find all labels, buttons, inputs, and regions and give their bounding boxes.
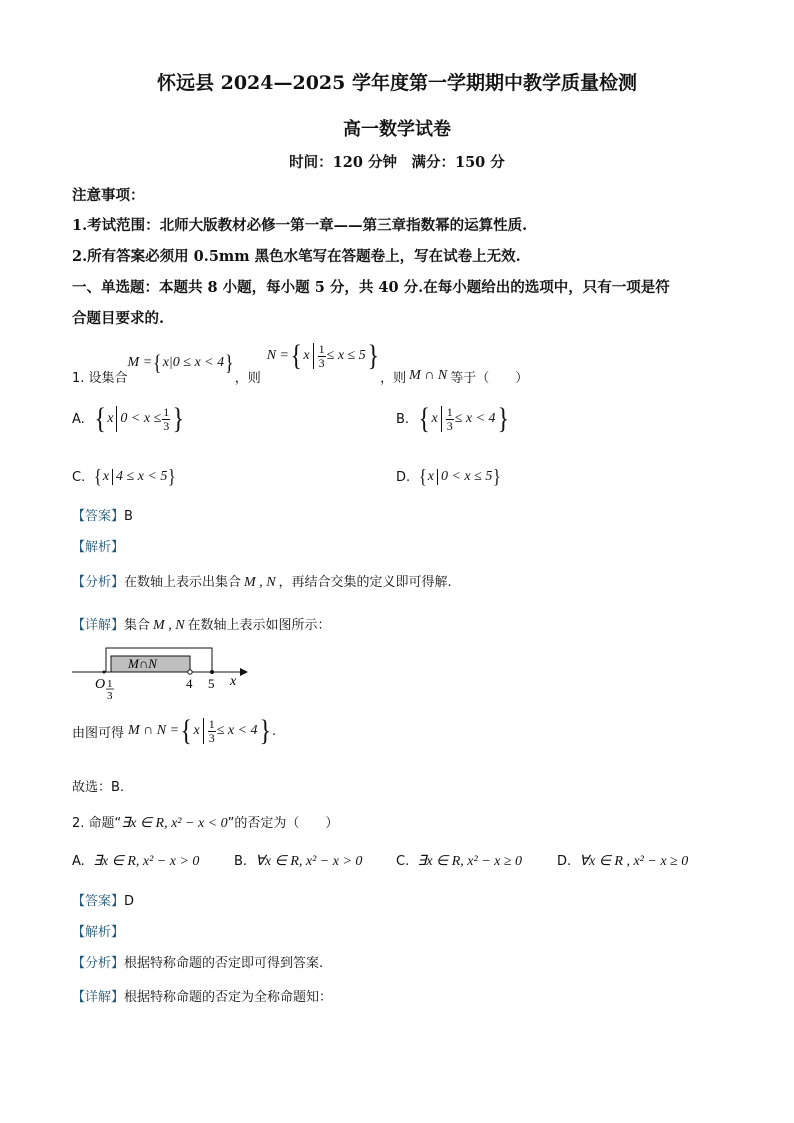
set-N-var: x [303, 348, 310, 363]
q2-detail-line [72, 986, 332, 1005]
option-label: D. [557, 854, 572, 869]
set-var: x [431, 411, 438, 426]
set-bar [313, 343, 314, 369]
set-N-definition [267, 341, 380, 371]
option-text: ∃x ∈ R, x² − x > 0 [93, 854, 200, 869]
frac-num: 1 [208, 716, 215, 731]
intersection-label: M∩N [128, 656, 157, 671]
result-set [128, 716, 272, 746]
frac-num: 1 [446, 404, 453, 419]
left-brace: { [418, 402, 431, 435]
set-cond: 4 ≤ x < 5 [116, 469, 168, 484]
notes-item-2: 2.所有答案必须用 0.5mm 黑色水笔写在答题卷上，写在试卷上无效. [72, 248, 521, 265]
q2-analysis-tag: 【解析】 [72, 925, 125, 940]
option-D-set [418, 462, 502, 492]
fenxi-tag: 【分析】 [72, 575, 125, 590]
fenxi-tag: 【分析】 [72, 956, 125, 971]
tick-label-4: 4 [186, 676, 193, 691]
q2-option-C [396, 853, 522, 870]
set-M-body: x|0 ≤ x < 4 [162, 355, 225, 370]
option-label: D. [396, 469, 411, 485]
q1-prefix: 1. 设集合 [72, 370, 128, 386]
option-text: ∀x ∈ R , x² − x ≥ 0 [579, 854, 689, 869]
left-brace: { [153, 350, 162, 375]
option-label: A. [72, 854, 85, 869]
fraction-one-third [318, 343, 326, 370]
number-line-diagram [70, 643, 260, 705]
q1-suffix-post: 等于（ ） [450, 370, 529, 386]
detail-tag: 【详解】 [72, 618, 125, 633]
section-heading-line1: 一、单选题：本题共 8 小题，每小题 5 分，共 40 分.在每小题给出的选项中，只有一项是符 [72, 279, 670, 296]
left-brace: { [94, 402, 106, 435]
left-brace: { [94, 466, 102, 488]
detail-text: 根据特称命题的否定为全称命题知： [124, 990, 333, 1005]
detail-tag: 【详解】 [72, 990, 125, 1005]
q2-fenxi-line [72, 952, 323, 971]
right-brace: } [225, 350, 234, 375]
section-heading-line2: 合题目要求的. [72, 310, 165, 327]
right-brace: } [172, 402, 185, 435]
set-var: x [102, 469, 110, 484]
set-bar [112, 469, 113, 485]
q1-detail-line [72, 614, 331, 634]
exam-subtitle: 高一数学试卷 [343, 119, 451, 140]
q2-option-A [72, 853, 199, 870]
fenxi-math: M , N [244, 575, 276, 590]
set-var: x [193, 723, 200, 738]
question-1-stem [72, 340, 528, 390]
option-text: ∀x ∈ R, x² − x > 0 [255, 854, 363, 869]
right-brace: } [496, 402, 509, 435]
right-brace: } [168, 466, 177, 488]
option-label: C. [72, 469, 86, 485]
option-label: B. [234, 854, 248, 869]
set-M-definition [128, 348, 235, 378]
option-D [396, 462, 502, 492]
q1-result-line [72, 716, 276, 746]
q1-intersection: M ∩ N [409, 368, 448, 383]
frac-num: 1 [318, 341, 325, 356]
q2-stem-pre: 2. 命题“ [72, 816, 122, 831]
q1-answer-line [72, 505, 133, 524]
left-brace: { [290, 339, 302, 372]
origin-dot [103, 671, 106, 674]
right-brace: } [367, 339, 379, 372]
set-cond: ≤ x < 4 [216, 723, 258, 738]
right-brace: } [493, 466, 501, 488]
answer-value: D [124, 894, 135, 909]
frac-den: 3 [163, 418, 170, 433]
open-point-4 [188, 670, 192, 674]
fenxi-text: 在数轴上表示出集合 [124, 575, 242, 590]
frac-num: 1 [163, 404, 170, 419]
q2-stem-post: ”的否定为（ ） [227, 816, 339, 831]
set-bar [203, 718, 204, 744]
origin-label: O [95, 677, 106, 692]
left-brace: { [180, 714, 193, 747]
q2-option-D [557, 853, 688, 870]
set-bar [441, 406, 442, 432]
fenxi-text: 根据特称命题的否定即可得到答案. [124, 956, 324, 971]
q2-stem-math: ∃x ∈ R, x² − x < 0 [121, 816, 228, 831]
q2-option-B [234, 853, 362, 870]
q1-analysis-tag: 【解析】 [72, 540, 125, 555]
set-M-lhs: M = [127, 355, 153, 370]
tick-frac-den: 3 [107, 690, 113, 702]
frac-den: 3 [446, 418, 453, 433]
fraction-one-third [162, 406, 170, 433]
notes-item-1: 1.考试范围：北师大版教材必修一第一章——第三章指数幂的运算性质. [72, 217, 528, 234]
axis-arrow [240, 668, 248, 676]
option-B-set [417, 404, 510, 434]
option-label: A. [72, 411, 85, 427]
set-cond: 0 < x ≤ 5 [440, 469, 493, 484]
exam-time-info: 时间：120 分钟 满分：150 分 [289, 154, 505, 171]
set-cond: 0 < x ≤ [120, 411, 162, 426]
option-label: B. [396, 411, 410, 427]
set-var: x [427, 469, 434, 484]
axis-x-label: x [230, 674, 237, 689]
set-N-lhs: N = [266, 348, 290, 363]
notes-heading: 注意事项： [72, 187, 145, 204]
option-B [396, 404, 510, 434]
question-2-stem [72, 812, 338, 832]
set-bar [116, 406, 117, 432]
fenxi-text: ，再结合交集的定义即可得解. [278, 575, 452, 590]
tick-label-5: 5 [208, 676, 215, 691]
option-A [72, 404, 186, 434]
q2-answer-line [72, 890, 134, 909]
answer-value: B [124, 509, 133, 524]
set-bar [437, 469, 438, 485]
closed-point-5 [210, 670, 214, 674]
answer-tag: 【答案】 [72, 894, 125, 909]
result-lhs: M ∩ N = [128, 723, 180, 738]
result-end: . [271, 723, 277, 739]
set-N-rest: ≤ x ≤ 5 [326, 348, 366, 363]
right-brace: } [259, 714, 271, 747]
exam-title: 怀远县 2024—2025 学年度第一学期期中教学质量检测 [157, 72, 637, 94]
set-var: x [107, 411, 114, 426]
tick-frac-num: 1 [107, 678, 113, 690]
option-text: ∃x ∈ R, x² − x ≥ 0 [417, 854, 523, 869]
option-C [72, 462, 177, 492]
q1-fenxi-line [72, 571, 452, 591]
option-label: C. [396, 854, 410, 869]
detail-math: M , N [153, 618, 185, 633]
result-text: 由图可得 [72, 725, 125, 741]
q1-choose: 故选：B. [72, 780, 125, 795]
left-brace: { [419, 466, 427, 488]
frac-den: 3 [318, 355, 325, 370]
q1-suffix-pre: ，则 [380, 370, 407, 386]
frac-den: 3 [208, 730, 215, 745]
answer-tag: 【答案】 [72, 509, 125, 524]
set-cond: ≤ x < 4 [454, 411, 496, 426]
fraction-one-third [446, 406, 454, 433]
detail-text: 在数轴上表示如图所示： [187, 618, 331, 633]
option-A-set [93, 404, 186, 434]
detail-text: 集合 [124, 618, 151, 633]
fraction-one-third [208, 718, 216, 745]
q1-then: ，则 [234, 370, 261, 386]
option-C-set [93, 462, 177, 492]
